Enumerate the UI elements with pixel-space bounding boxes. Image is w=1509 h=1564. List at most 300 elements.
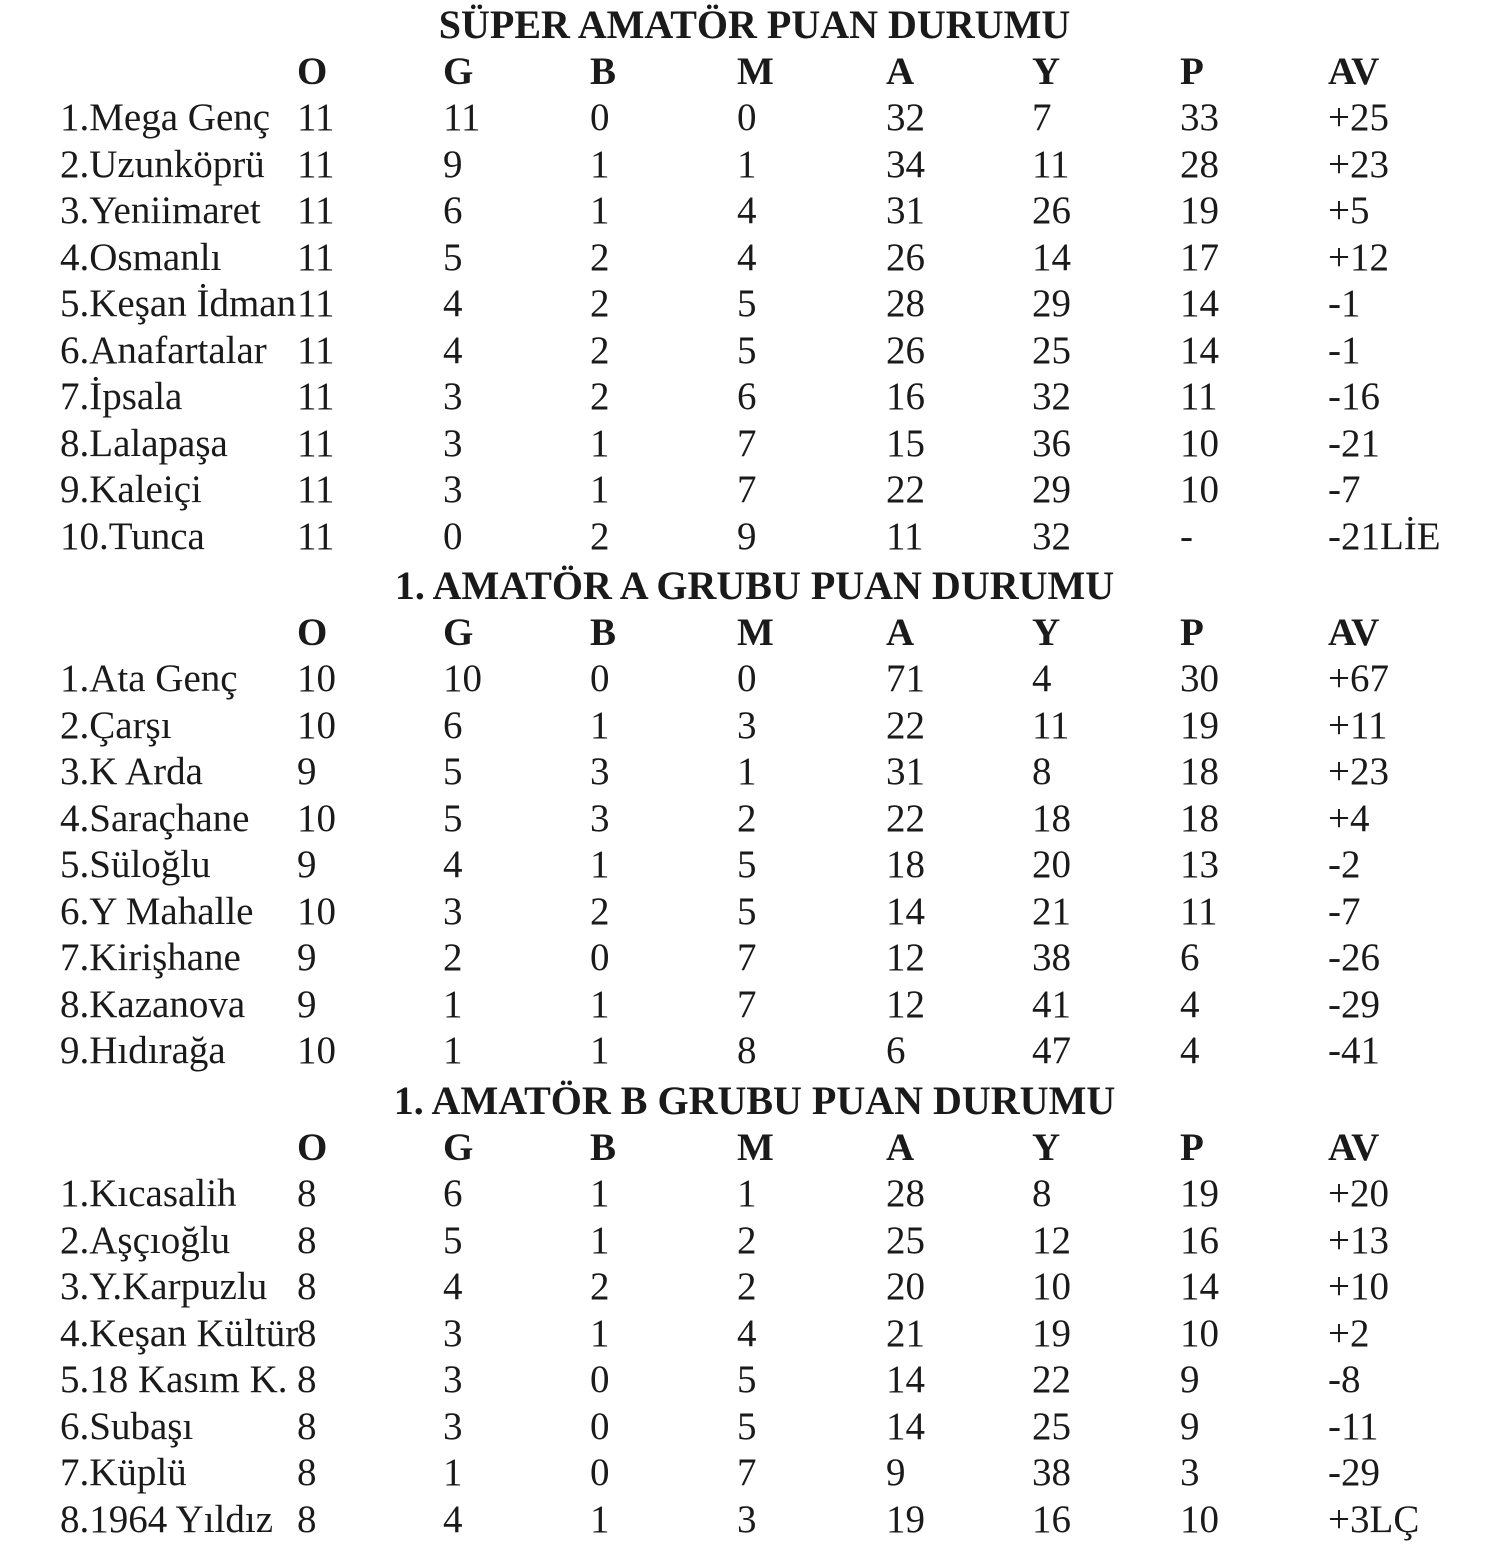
stat-av: -11 [1328,1404,1379,1448]
team-name: 4.Saraçhane [60,796,250,840]
stat-p: 16 [1180,1218,1219,1262]
stat-o: 11 [297,282,335,325]
stat-a: 32 [886,96,925,139]
team-name: 6.Subaşı [60,1404,194,1448]
stat-av: -26 [1328,936,1380,979]
table-row [0,1171,1509,1218]
stat-g: 5 [443,796,463,840]
stat-g: 9 [443,142,463,186]
stat-y: 11 [1032,703,1070,747]
stat-o: 11 [297,142,335,186]
column-header-row [0,1125,1509,1172]
stat-y: 4 [1032,657,1052,700]
stat-av: -1 [1328,282,1361,325]
table-row [0,656,1509,703]
stat-a: 14 [886,889,925,933]
stat-p: 14 [1180,282,1219,325]
stat-m: 7 [737,1451,757,1494]
stat-g: 3 [443,468,463,511]
stat-m: 1 [737,1172,757,1215]
stat-a: 12 [886,936,925,979]
stat-m: 5 [737,328,757,372]
table-row [0,1311,1509,1358]
col-header-o: O [297,49,328,93]
stat-p: 10 [1180,1497,1219,1541]
stat-o: 9 [297,982,317,1026]
table-row [0,235,1509,282]
stat-a: 15 [886,421,925,465]
team-name: 5.18 Kasım K. [60,1358,288,1401]
stat-g: 4 [443,1497,463,1541]
team-name: 5.Süloğlu [60,843,211,886]
stat-m: 9 [737,514,757,558]
stat-a: 20 [886,1265,925,1308]
stat-av: +11 [1328,703,1388,747]
stat-m: 3 [737,1497,757,1541]
team-name: 6.Anafartalar [60,328,267,372]
col-header-g: G [443,610,474,654]
stat-p: 4 [1180,1029,1200,1072]
stat-b: 0 [590,1404,610,1448]
stat-p: 33 [1180,96,1219,139]
stat-p: 19 [1180,1172,1219,1215]
col-header-p: P [1180,49,1204,93]
stat-av: +67 [1328,657,1389,700]
stat-b: 2 [590,514,610,558]
stat-a: 14 [886,1358,925,1401]
team-name: 7.Küplü [60,1451,187,1494]
stat-o: 11 [297,328,335,372]
stat-av: +25 [1328,96,1389,139]
stat-a: 18 [886,843,925,886]
stat-m: 1 [737,750,757,793]
stat-g: 1 [443,1029,463,1072]
stat-b: 0 [590,657,610,700]
stat-y: 29 [1032,282,1071,325]
stat-p: 30 [1180,657,1219,700]
column-header-row [0,610,1509,657]
stat-b: 0 [590,1451,610,1494]
stat-a: 11 [886,514,924,558]
col-header-m: M [737,49,774,93]
team-name: 1.Ata Genç [60,657,238,700]
stat-b: 1 [590,703,610,747]
stat-o: 10 [297,889,336,933]
stat-b: 3 [590,750,610,793]
team-name: 2.Aşçıoğlu [60,1218,231,1262]
team-name: 8.1964 Yıldız [60,1497,274,1541]
stat-av: +10 [1328,1265,1389,1308]
stat-p: 17 [1180,235,1219,279]
stat-y: 32 [1032,375,1071,418]
stat-o: 11 [297,468,335,511]
stat-a: 25 [886,1218,925,1262]
standings-section-amator-a [0,563,1509,1075]
stat-g: 3 [443,421,463,465]
stat-p: 4 [1180,982,1200,1026]
stat-b: 0 [590,936,610,979]
team-name: 4.Osmanlı [60,235,222,279]
stat-av: -16 [1328,375,1380,418]
stat-y: 8 [1032,750,1052,793]
team-name: 8.Kazanova [60,982,246,1026]
stat-a: 31 [886,750,925,793]
stat-o: 8 [297,1172,317,1215]
team-name: 1.Kıcasalih [60,1172,237,1215]
stat-o: 10 [297,703,336,747]
stat-b: 1 [590,142,610,186]
stat-o: 11 [297,189,335,232]
stat-av: +2 [1328,1311,1370,1355]
team-name: 7.Kirişhane [60,936,241,979]
table-row [0,188,1509,235]
stat-p: 18 [1180,750,1219,793]
stat-b: 1 [590,1497,610,1541]
stat-o: 9 [297,750,317,793]
stat-p: 19 [1180,189,1219,232]
stat-y: 29 [1032,468,1071,511]
stat-a: 19 [886,1497,925,1541]
table-row [0,1404,1509,1451]
stat-p: 9 [1180,1358,1200,1401]
stat-a: 12 [886,982,925,1026]
section-title: SÜPER AMATÖR PUAN DURUMU [438,2,1071,47]
stat-av: -41 [1328,1029,1380,1072]
stat-g: 6 [443,189,463,232]
stat-a: 28 [886,1172,925,1215]
stat-b: 1 [590,1218,610,1262]
stat-y: 16 [1032,1497,1071,1541]
stat-b: 1 [590,1311,610,1355]
stat-m: 5 [737,1358,757,1401]
stat-y: 38 [1032,1451,1071,1494]
stat-a: 22 [886,796,925,840]
stat-m: 2 [737,1218,757,1262]
col-header-g: G [443,49,474,93]
stat-m: 7 [737,468,757,511]
stat-m: 7 [737,421,757,465]
table-row [0,1218,1509,1265]
stat-p: 14 [1180,328,1219,372]
stat-y: 19 [1032,1311,1071,1355]
stat-g: 2 [443,936,463,979]
stat-av: +23 [1328,750,1389,793]
stat-m: 6 [737,375,757,418]
stat-g: 6 [443,703,463,747]
stat-b: 2 [590,889,610,933]
stat-p: 19 [1180,703,1219,747]
team-name: 3.Y.Karpuzlu [60,1265,268,1308]
stat-m: 2 [737,796,757,840]
table-row [0,749,1509,796]
stat-p: 13 [1180,843,1219,886]
stat-o: 11 [297,235,335,279]
stat-g: 1 [443,982,463,1026]
stat-y: 25 [1032,328,1071,372]
stat-o: 10 [297,1029,336,1072]
stat-a: 16 [886,375,925,418]
stat-o: 8 [297,1358,317,1401]
stat-b: 0 [590,1358,610,1401]
stat-av: -8 [1328,1358,1361,1401]
stat-av: -1 [1328,328,1361,372]
table-row [0,95,1509,142]
stat-m: 4 [737,1311,757,1355]
table-row [0,467,1509,514]
stat-a: 21 [886,1311,925,1355]
col-header-av: AV [1328,610,1380,654]
stat-m: 2 [737,1265,757,1308]
stat-p: 10 [1180,468,1219,511]
stat-m: 0 [737,657,757,700]
team-name: 3.Yeniimaret [60,189,261,232]
stat-av: -29 [1328,982,1380,1026]
col-header-a: A [886,610,915,654]
stat-m: 4 [737,189,757,232]
stat-g: 4 [443,843,463,886]
table-row [0,982,1509,1029]
table-row [0,421,1509,468]
stat-y: 11 [1032,142,1070,186]
stat-g: 3 [443,889,463,933]
stat-g: 11 [443,96,481,139]
stat-b: 1 [590,982,610,1026]
stat-g: 0 [443,514,463,558]
stat-o: 8 [297,1265,317,1308]
col-header-av: AV [1328,1125,1380,1169]
stat-o: 10 [297,796,336,840]
standings-section-super-amator [0,2,1509,560]
stat-b: 1 [590,468,610,511]
stat-o: 8 [297,1218,317,1262]
stat-o: 8 [297,1497,317,1541]
stat-p: 28 [1180,142,1219,186]
stat-g: 10 [443,657,482,700]
stat-m: 5 [737,282,757,325]
stat-b: 2 [590,1265,610,1308]
col-header-b: B [590,610,617,654]
table-row [0,935,1509,982]
stat-av: -7 [1328,468,1361,511]
team-name: 6.Y Mahalle [60,889,254,933]
col-header-a: A [886,49,915,93]
stat-g: 4 [443,328,463,372]
col-header-y: Y [1032,49,1061,93]
table-row [0,1028,1509,1075]
stat-p: - [1180,514,1193,558]
stat-y: 10 [1032,1265,1071,1308]
stat-b: 1 [590,1029,610,1072]
team-name: 1.Mega Genç [60,96,271,139]
stat-b: 1 [590,189,610,232]
stat-m: 8 [737,1029,757,1072]
stat-y: 21 [1032,889,1071,933]
stat-p: 9 [1180,1404,1200,1448]
team-name: 9.Kaleiçi [60,468,202,511]
table-row [0,842,1509,889]
stat-y: 20 [1032,843,1071,886]
stat-y: 41 [1032,982,1071,1026]
team-name: 10.Tunca [60,514,205,558]
stat-o: 10 [297,657,336,700]
stat-a: 22 [886,468,925,511]
team-name: 2.Uzunköprü [60,142,265,186]
section-title: 1. AMATÖR B GRUBU PUAN DURUMU [393,1078,1116,1123]
team-name: 4.Keşan Kültür [60,1311,299,1355]
stat-o: 9 [297,843,317,886]
stat-av: +5 [1328,189,1370,232]
stat-g: 5 [443,1218,463,1262]
stat-av: -21LİE [1328,514,1441,558]
stat-y: 25 [1032,1404,1071,1448]
stat-y: 18 [1032,796,1071,840]
stat-g: 1 [443,1451,463,1494]
col-header-o: O [297,1125,328,1169]
stat-g: 3 [443,1404,463,1448]
stat-av: +20 [1328,1172,1389,1215]
team-name: 9.Hıdırağa [60,1029,226,1072]
stat-g: 4 [443,1265,463,1308]
stat-o: 11 [297,375,335,418]
stat-o: 8 [297,1311,317,1355]
stat-m: 5 [737,1404,757,1448]
stat-a: 31 [886,189,925,232]
stat-b: 1 [590,1172,610,1215]
stat-b: 2 [590,375,610,418]
stat-o: 11 [297,421,335,465]
team-name: 7.İpsala [60,375,183,418]
table-row [0,889,1509,936]
stat-m: 0 [737,96,757,139]
section-title: 1. AMATÖR A GRUBU PUAN DURUMU [394,563,1115,608]
stat-b: 2 [590,235,610,279]
stat-b: 0 [590,96,610,139]
table-row [0,1450,1509,1497]
table-row [0,1264,1509,1311]
stat-g: 3 [443,375,463,418]
col-header-av: AV [1328,49,1380,93]
col-header-p: P [1180,1125,1204,1169]
stat-o: 11 [297,96,335,139]
stat-y: 47 [1032,1029,1071,1072]
stat-g: 5 [443,750,463,793]
stat-b: 1 [590,843,610,886]
stat-b: 2 [590,282,610,325]
stat-m: 3 [737,703,757,747]
col-header-a: A [886,1125,915,1169]
stat-y: 22 [1032,1358,1071,1401]
stat-y: 14 [1032,235,1071,279]
stat-a: 6 [886,1029,906,1072]
stat-m: 5 [737,889,757,933]
stat-g: 4 [443,282,463,325]
stat-a: 9 [886,1451,906,1494]
stat-a: 28 [886,282,925,325]
table-row [0,374,1509,421]
stat-g: 3 [443,1358,463,1401]
stat-a: 34 [886,142,925,186]
stat-m: 1 [737,142,757,186]
table-row [0,1497,1509,1544]
stat-a: 22 [886,703,925,747]
team-name: 3.K Arda [60,750,203,793]
stat-m: 7 [737,936,757,979]
stat-y: 7 [1032,96,1052,139]
stat-a: 26 [886,328,925,372]
stat-y: 26 [1032,189,1071,232]
stat-b: 3 [590,796,610,840]
stat-o: 8 [297,1404,317,1448]
stat-p: 10 [1180,421,1219,465]
col-header-y: Y [1032,1125,1061,1169]
stat-av: +23 [1328,142,1389,186]
stat-a: 14 [886,1404,925,1448]
stat-y: 12 [1032,1218,1071,1262]
stat-p: 6 [1180,936,1200,979]
standings-section-amator-b [0,1078,1509,1543]
stat-p: 18 [1180,796,1219,840]
stat-y: 38 [1032,936,1071,979]
stat-p: 11 [1180,889,1218,933]
col-header-m: M [737,610,774,654]
stat-av: -21 [1328,421,1380,465]
stat-a: 71 [886,657,925,700]
stat-av: -29 [1328,1451,1380,1494]
stat-g: 6 [443,1172,463,1215]
stat-av: +13 [1328,1218,1389,1262]
col-header-b: B [590,49,617,93]
stat-o: 9 [297,936,317,979]
team-name: 2.Çarşı [60,703,172,747]
stat-p: 10 [1180,1311,1219,1355]
stat-p: 11 [1180,375,1218,418]
stat-y: 32 [1032,514,1071,558]
table-row [0,514,1509,561]
stat-g: 5 [443,235,463,279]
stat-m: 7 [737,982,757,1026]
col-header-g: G [443,1125,474,1169]
table-row [0,703,1509,750]
table-row [0,281,1509,328]
stat-av: +12 [1328,235,1389,279]
column-header-row [0,49,1509,96]
table-row [0,328,1509,375]
stat-av: -2 [1328,843,1361,886]
stat-y: 36 [1032,421,1071,465]
col-header-m: M [737,1125,774,1169]
table-row [0,796,1509,843]
stat-b: 2 [590,328,610,372]
stat-g: 3 [443,1311,463,1355]
stat-p: 14 [1180,1265,1219,1308]
stat-o: 11 [297,514,335,558]
team-name: 5.Keşan İdman [60,282,297,325]
stat-y: 8 [1032,1172,1052,1215]
stat-av: -7 [1328,889,1361,933]
col-header-b: B [590,1125,617,1169]
table-row [0,1357,1509,1404]
stat-p: 3 [1180,1451,1200,1494]
stat-a: 26 [886,235,925,279]
stat-m: 4 [737,235,757,279]
stat-av: +4 [1328,796,1370,840]
col-header-y: Y [1032,610,1061,654]
col-header-o: O [297,610,328,654]
table-row [0,142,1509,189]
col-header-p: P [1180,610,1204,654]
team-name: 8.Lalapaşa [60,421,228,465]
stat-m: 5 [737,843,757,886]
